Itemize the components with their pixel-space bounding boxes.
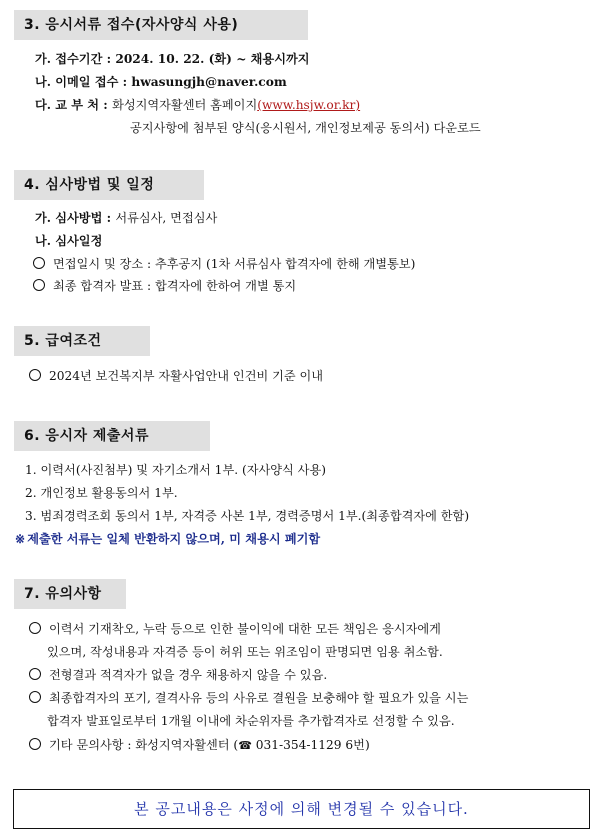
section-6-title: 6. 응시자 제출서류 — [14, 421, 210, 451]
note-1-line-2: 있으며, 작성내용과 자격증 등이 허위 또는 위조임이 판명되면 임용 취소함. — [47, 645, 443, 659]
document-notice — [15, 530, 320, 548]
circle-bullet-icon — [29, 369, 41, 381]
reference-mark-icon: ※ — [15, 532, 26, 546]
note-3-line-2: 합격자 발표일로부터 1개월 이내에 차순위자를 추가합격자로 선정할 수 있음. — [47, 714, 455, 728]
final-result-text: 최종 합격자 발표 : 합격자에 한하여 개별 통지 — [53, 279, 297, 293]
office-value: 화성지역자활센터 홈페이지 — [112, 98, 258, 112]
salary-text: 2024년 보건복지부 자활사업안내 인건비 기준 이내 — [49, 369, 324, 383]
distribution-office — [35, 96, 360, 114]
circle-bullet-icon — [29, 668, 41, 680]
circle-bullet-icon — [29, 738, 41, 750]
interview-item — [33, 255, 415, 273]
application-period-value: 2024. 10. 22. (화) ~ 채용시까지 — [115, 52, 310, 66]
review-schedule-label: 나. 심사일정 — [35, 234, 103, 248]
email-label: 나. 이메일 접수 : — [35, 75, 132, 89]
section-7-title: 7. 유의사항 — [14, 579, 126, 609]
section-3-title: 3. 응시서류 접수(자사양식 사용) — [14, 10, 308, 40]
change-notice-text: 본 공고내용은 사정에 의해 변경될 수 있습니다. — [134, 800, 469, 818]
final-result-item — [33, 277, 296, 295]
circle-bullet-icon — [33, 257, 45, 269]
document-item-3: 3. 범죄경력조회 동의서 1부, 자격증 사본 1부, 경력증명서 1부.(최종합격자에 한함) — [25, 509, 470, 523]
document-item-2: 2. 개인정보 활용동의서 1부. — [25, 486, 178, 500]
phone-icon: ☎ — [238, 739, 252, 752]
salary-item — [29, 367, 323, 385]
note-2-text: 전형결과 적격자가 없을 경우 채용하지 않을 수 있음. — [49, 668, 328, 682]
office-label: 다. 교 부 처 : — [35, 98, 113, 112]
note-3 — [29, 689, 468, 707]
circle-bullet-icon — [29, 622, 41, 634]
review-method — [35, 209, 217, 227]
review-method-label: 가. 심사방법 : — [35, 211, 116, 225]
note-3-line-1: 최종합격자의 포기, 결격사유 등의 사유로 결원을 보충해야 할 필요가 있을 시는 — [49, 691, 469, 705]
homepage-link[interactable]: (www.hsjw.or.kr) — [257, 98, 361, 112]
email-value[interactable]: hwasungjh@naver.com — [131, 75, 287, 89]
note-1-line-1: 이력서 기재착오, 누락 등으로 인한 불이익에 대한 모든 책임은 응시자에게 — [49, 622, 441, 636]
office-note: 공지사항에 첨부된 양식(응시원서, 개인정보제공 동의서) 다운로드 — [130, 121, 481, 135]
section-5-title: 5. 급여조건 — [14, 326, 150, 356]
interview-text: 면접일시 및 장소 : 추후공지 (1차 서류심사 합격자에 한해 개별통보) — [53, 257, 416, 271]
note-1 — [29, 620, 441, 638]
document-notice-text: 제출한 서류는 일체 반환하지 않으며, 미 채용시 폐기함 — [27, 532, 321, 546]
circle-bullet-icon — [29, 691, 41, 703]
document-item-1: 1. 이력서(사진첨부) 및 자기소개서 1부. (자사양식 사용) — [25, 463, 326, 477]
email-submission — [35, 73, 287, 91]
circle-bullet-icon — [33, 279, 45, 291]
contact-phone: 031-354-1129 6번) — [251, 738, 370, 752]
note-4 — [29, 736, 370, 755]
review-method-value: 서류심사, 면접심사 — [115, 211, 218, 225]
application-period-label: 가. 접수기간 : — [35, 52, 116, 66]
note-2 — [29, 666, 327, 684]
note-4-prefix: 기타 문의사항 : 화성지역자활센터 ( — [49, 738, 239, 752]
change-notice-box — [13, 789, 590, 829]
section-4-title: 4. 심사방법 및 일정 — [14, 170, 204, 200]
application-period — [35, 50, 310, 68]
